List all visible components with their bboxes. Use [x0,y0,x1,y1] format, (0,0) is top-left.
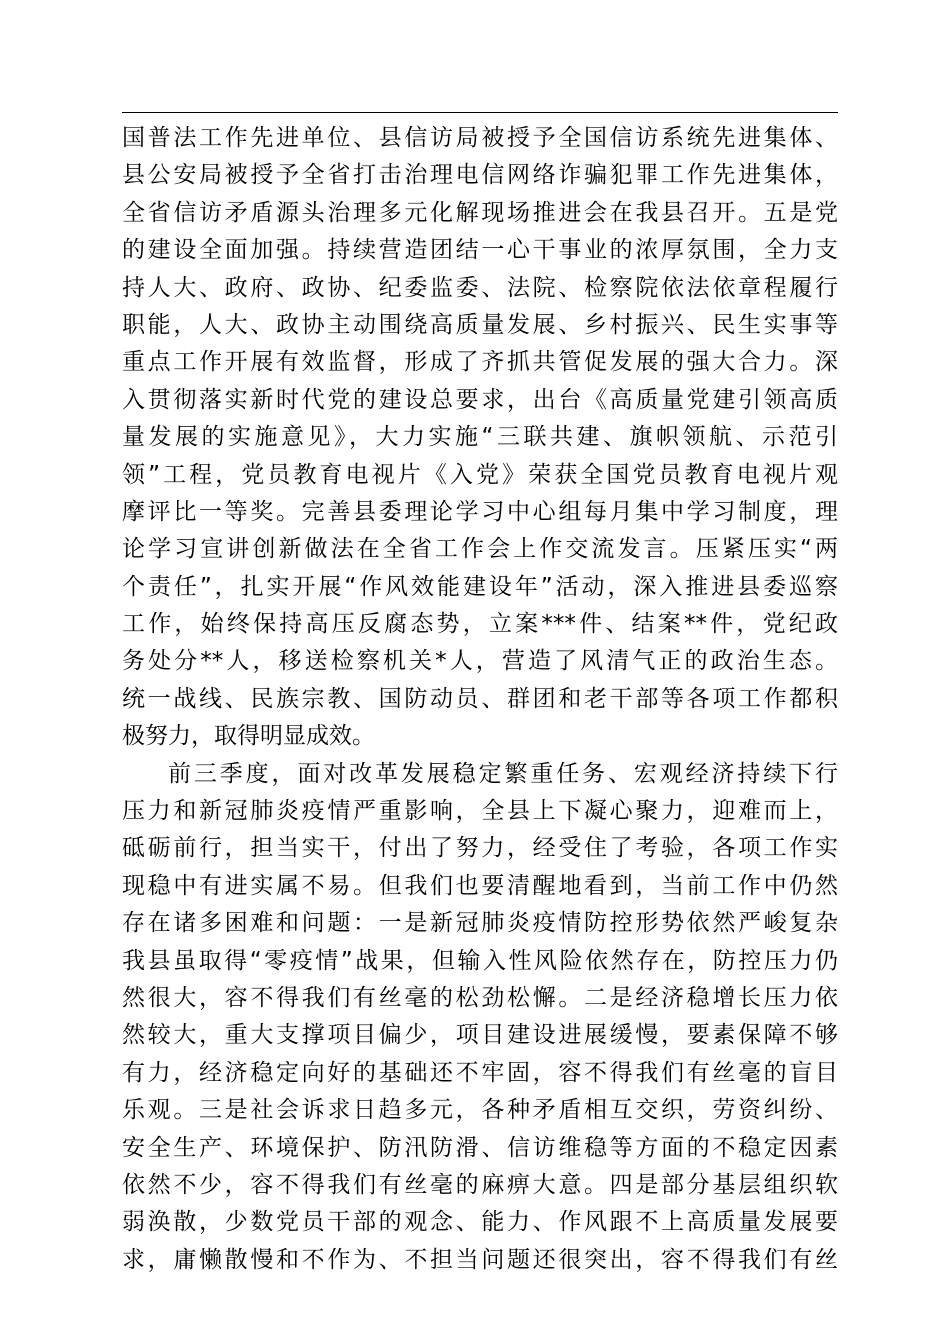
text-line: 个责任”，扎实开展“作风效能建设年”活动，深入推进县委巡察 [122,573,838,600]
text-line: 持人大、政府、政协、纪委监委、法院、检察院依法依章程履行 [122,274,838,301]
text-line: 国普法工作先进单位、县信访局被授予全国信访系统先进集体、 [122,125,838,151]
text-line: 压力和新冠肺炎疫情严重影响，全县上下凝心聚力，迎难而上， [122,798,838,825]
text-line: 论学习宣讲创新做法在全省工作会上作交流发言。压紧压实“两 [122,536,838,563]
header-rule [122,112,838,113]
text-line: 摩评比一等奖。完善县委理论学习中心组每月集中学习制度，理 [122,498,838,525]
text-line: 职能，人大、政协主动围绕高质量发展、乡村振兴、民生实事等 [122,311,838,338]
text-line: 务处分**人，移送检察机关*人，营造了风清气正的政治生态。 [122,648,838,675]
body-text [122,120,838,1279]
text-line: 的建设全面加强。持续营造团结一心干事业的浓厚氛围，全力支 [122,237,838,264]
text-line: 依然不少，容不得我们有丝毫的麻痹大意。四是部分基层组织软 [122,1171,838,1198]
text-line: 存在诸多困难和问题：一是新冠肺炎疫情防控形势依然严峻复杂 [122,910,838,937]
text-line: 量发展的实施意见》，大力实施“三联共建、旗帜领航、示范引 [122,424,838,451]
text-line: 领”工程，党员教育电视片《入党》荣获全国党员教育电视片观 [122,461,838,488]
text-line: 统一战线、民族宗教、国防动员、群团和老干部等各项工作都积 [122,685,838,712]
text-line: 安全生产、环境保护、防汛防滑、信访维稳等方面的不稳定因素 [122,1134,838,1161]
text-line: 有力，经济稳定向好的基础还不牢固，容不得我们有丝毫的盲目 [122,1059,838,1086]
text-line: 乐观。三是社会诉求日趋多元，各种矛盾相互交织，劳资纠纷、 [122,1097,838,1124]
text-line: 砥砺前行，担当实干，付出了努力，经受住了考验，各项工作实 [122,835,838,862]
text-line: 然较大，重大支撑项目偏少，项目建设进展缓慢，要素保障不够 [122,1022,838,1049]
text-line: 弱涣散，少数党员干部的观念、能力、作风跟不上高质量发展要 [122,1209,838,1236]
paragraph-end-line: 极努力，取得明显成效。 [122,723,375,750]
text-line: 求，庸懒散慢和不作为、不担当问题还很突出，容不得我们有丝 [122,1246,838,1273]
text-line: 全省信访矛盾源头治理多元化解现场推进会在我县召开。五是党 [122,199,838,226]
text-line: 工作，始终保持高压反腐态势，立案***件、结案**件，党纪政 [122,611,838,638]
text-line: 重点工作开展有效监督，形成了齐抓共管促发展的强大合力。深 [122,349,838,376]
paragraph-start-line: 前三季度，面对改革发展稳定繁重任务、宏观经济持续下行 [168,760,838,787]
text-line: 现稳中有进实属不易。但我们也要清醒地看到，当前工作中仍然 [122,872,838,899]
text-line: 入贯彻落实新时代党的建设总要求，出台《高质量党建引领高质 [122,386,838,413]
text-line: 我县虽取得“零疫情”战果，但输入性风险依然存在，防控压力仍 [122,947,838,974]
text-line: 然很大，容不得我们有丝毫的松劲松懈。二是经济稳增长压力依 [122,984,838,1011]
text-line: 县公安局被授予全省打击治理电信网络诈骗犯罪工作先进集体， [122,162,838,189]
